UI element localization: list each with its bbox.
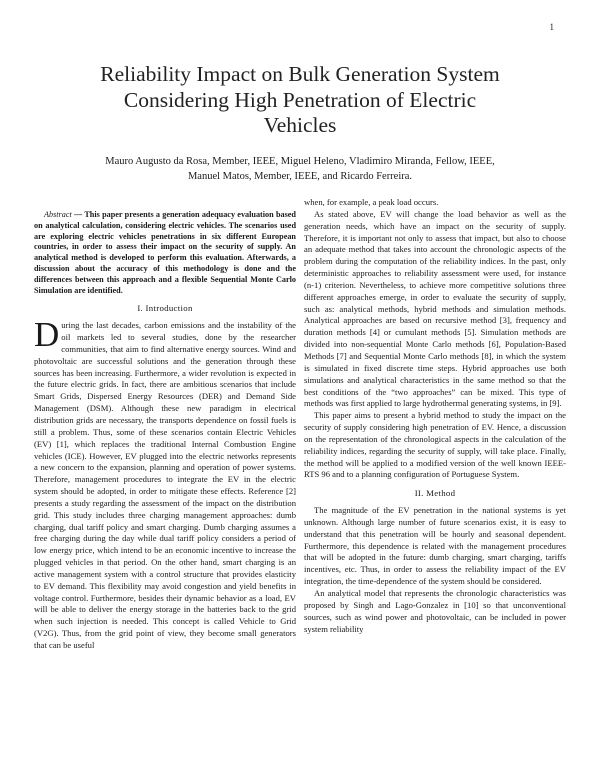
section-heading-introduction: I. Introduction — [137, 303, 193, 314]
intro-paragraph-3: This paper aims to present a hybrid method to study the impact on the security of supply considering high penetration of EV. Hence, a discussion on the representation of the chronological aspects in the calculation of the reliability indices, regarding the security of supply, will take place. Finally, the method will be applied to a modified version of the well known IEEE-RTS 96 and to a planning configuration of Portuguese System. — [304, 410, 566, 480]
left-column — [34, 210, 296, 652]
drop-cap: D — [34, 315, 60, 355]
authors-line-2: Manuel Matos, Member, IEEE, and Ricardo Ferreira. — [187, 171, 413, 182]
paper-title — [40, 62, 560, 139]
title-line-2: Considering High Penetration of Electric — [123, 87, 477, 112]
intro-paragraph-2: As stated above, EV will change the load behavior as well as the generation needs, which have an impact on the security of supply. Therefore, it is important not only to assess that impact, but also to choose an adequate method that takes into account the chronologic aspects of the problem during the computation of the reliability indices. In the past, only deterministic approaches to reliability assessment were used, for instance (n-1) criterion. Nevertheless, to achieve more competitive solutions three different approaches emerge, in order to evaluate the security of supply, such as: analytical methods, hybrid methods and simulation methods. Analytical approaches are based on recursive method [3], frequency and duration methods [4] or cumulant methods [5]. Simulation methods are divided into non-sequential Monte Carlo methods [6], Population-Based Methods [7] and Sequential Monte Carlo methods [8], in which the system is simulated in fixed discrete time steps. Hybrid approaches use both simulations and analytical characteristics in the same method so that the best conditions of the “two approaches” can be mixed. This type of methods was first applied to large hydrothermal generating systems, in [9]. — [304, 208, 566, 409]
page-number: 1 — [549, 22, 554, 32]
intro-paragraph-1-text: uring the last decades, carbon emissions and the instability of the oil markets led to several studies, done by the researcher communities, that aim to find alternative energy sources. Wind and photovoltaic are successful solutions and the generation through these sources has been increasing. Furthermore, a wider revolution is expected in the future electric grids. In fact, there are ambitious scenarios that include Smart Grids, Dispersed Energy Resources (DER) and Demand Side Management (DSM). Although these new paradigm in electrical distribution grids are necessary, the transports dependence on fossil fuels is still a problem. Thus, some of these scenarios contain Electric Vehicles (EV) [1], which replaces the traditional Internal Combustion Engine vehicles (ICE). However, EV plugged into the electric networks represents a new concern to the expansion, planning and operation of power systems. Therefore, management procedures to integrate the EV in the electric system should be adopted, in order to mitigate these effects. Reference [2] presents a study regarding the assessment of the impact on the distribution grid. This study includes three charging management approaches: dumb charging, dual tariff policy and smart charging. Dumb charging assumes a free charging during the day while dual tariff policy considers a period of low energy price, which intend to be an economic incentive to increase the plugged vehicles in that period. On the other hand, smart charging is an active management system with a control structure that provides elasticity to EV demand. This flexibility may avoid congestion and yield benefits in voltage control. Furthermore, besides their dynamic behavior as a load, EV will be able to deliver the energy storage in the batteries back to the grid when such injection is needed. This concept is called Vehicle to Grid (V2G). Thus, from the grid point of view, they become small generators that can be useful — [34, 320, 296, 650]
title-line-3: Vehicles — [263, 113, 337, 137]
abstract-text: — This paper presents a generation adequacy evaluation based on analytical calculation, considering electric vehicles. The scenarios used are exploring electric vehicles penetrations in six different European countries, in order to assess their impact on the security of supply. An analytical method is developed to perform this evaluation. Afterwards, a discussion about the accuracy of this methodology is done and the differences between this approach and a flexible Sequential Monte Carlo Simulation are identified. — [34, 210, 296, 295]
method-paragraph-2: An analytical model that represents the chronologic characteristics was proposed by Singh and Lago-Gonzalez in [10] so that unconventional sources, such as wind power and photovoltaic, can be included in power system reliability — [304, 588, 566, 634]
author-list — [40, 154, 560, 184]
intro-paragraph-1-continued: when, for example, a peak load occurs. — [304, 197, 439, 207]
section-heading-method: II. Method — [414, 488, 456, 499]
title-line-1: Reliability Impact on Bulk Generation System — [100, 62, 500, 86]
right-column — [304, 197, 566, 635]
abstract — [34, 210, 296, 296]
authors-line-1: Mauro Augusto da Rosa, Member, IEEE, Miguel Heleno, Vladimiro Miranda, Fellow, IEEE, — [105, 156, 495, 167]
method-paragraph-1: The magnitude of the EV penetration in the national systems is yet unknown. Although large number of future scenarios exist, it is easy to understand that this penetration will be hourly and seasonal dependent. Furthermore, this dependence is related with the management procedures that will be adopted in the future: dumb charging, smart charging, tariffs incentives, etc. Thus, in order to assess the reliability impact of the EV integration, the time-dependence of the system should be considered. — [304, 505, 566, 587]
abstract-label: Abstract — [44, 210, 72, 219]
intro-paragraph-1 — [34, 315, 296, 652]
